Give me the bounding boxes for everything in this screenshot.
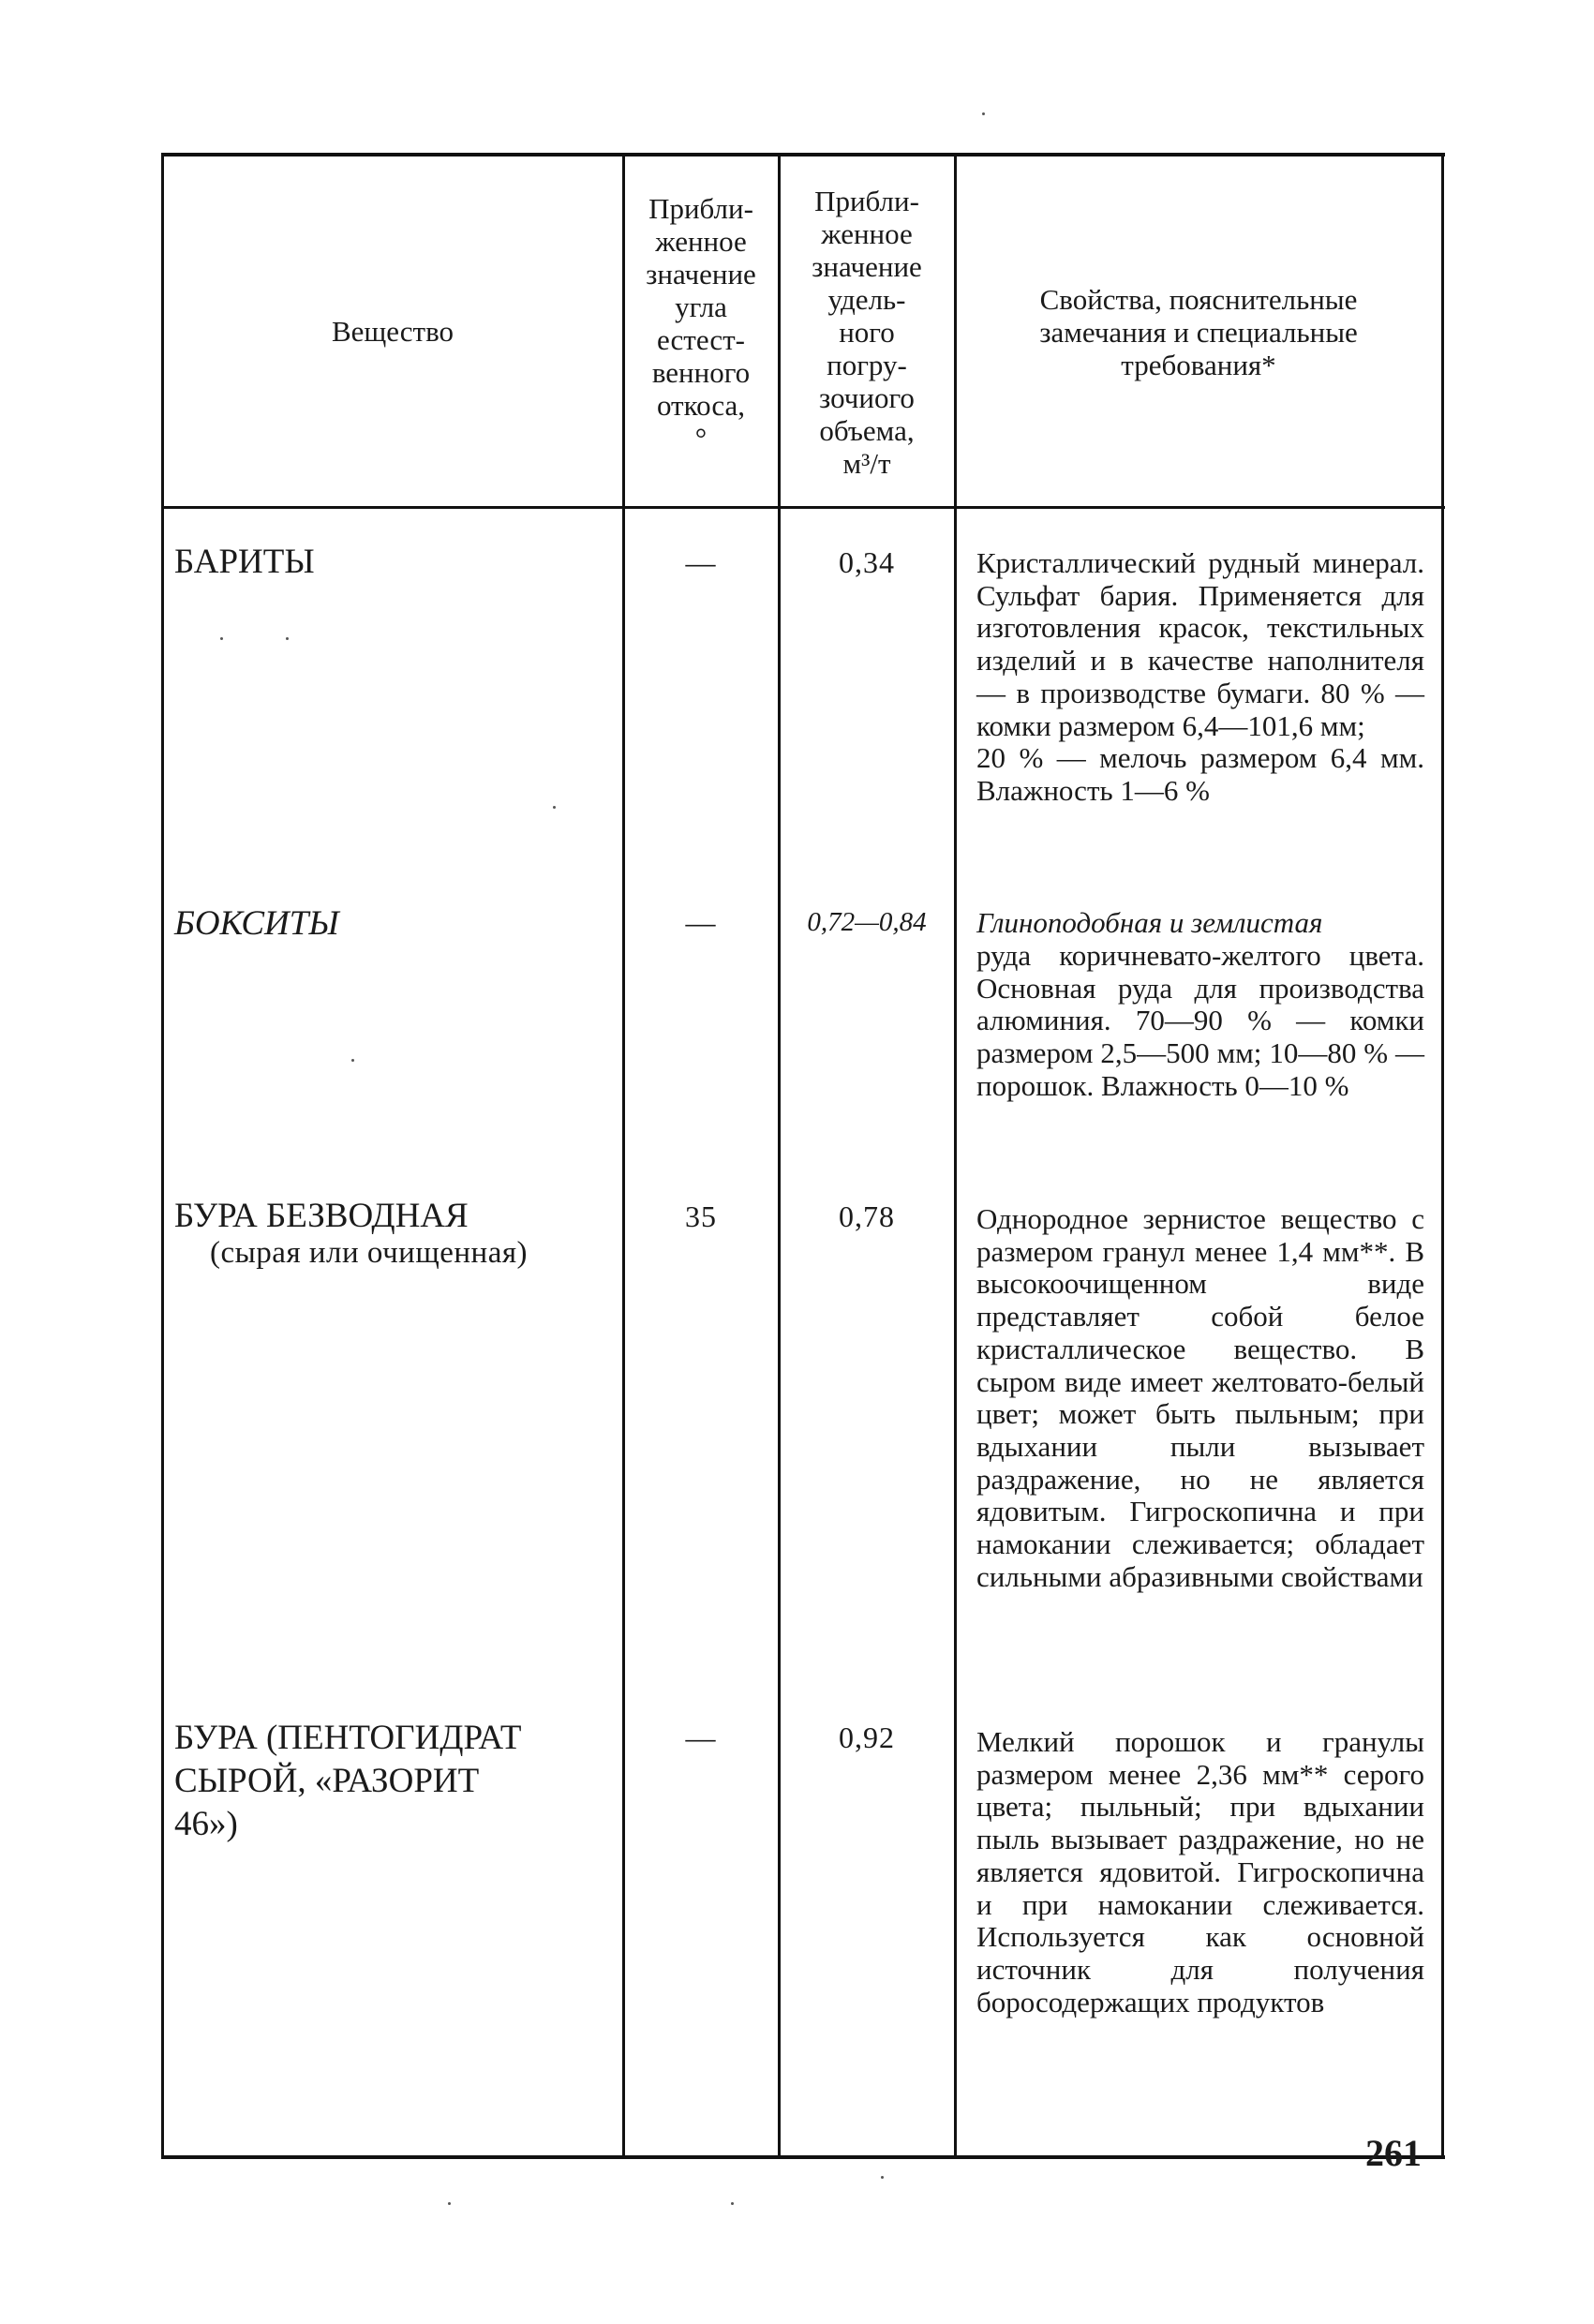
row-2-substance: БОКСИТЫ xyxy=(174,904,339,943)
header-volume: Прибли- женное значение удель- ного погру- зочиого объема, м³/т xyxy=(812,185,922,480)
row-1-volume: 0,34 xyxy=(839,545,895,579)
row-1-substance: БАРИТЫ xyxy=(174,543,315,581)
row-4-angle: — xyxy=(685,1721,717,1754)
scan-speck xyxy=(220,637,223,640)
header-bottom-border xyxy=(161,506,1445,509)
scan-speck xyxy=(553,806,556,809)
scan-speck xyxy=(731,2202,734,2205)
row-3-description: Однородное зернистое вещество с размером гранул менее 1,4 мм**. В высокоочищенном виде представляет собой белое кристаллическое вещество. В сыром виде имеет желтовато-белый цвет; может быть пыльным; при вдыхании пыли вызывает раздражение, но не является ядовитым. Гигроскопична и при намокании слеживается; обладает сильными абразивными свойствами xyxy=(976,1202,1424,1593)
header-substance: Вещество xyxy=(331,315,454,348)
row-4-description: Мелкий порошок и гранулы размером менее 2,36 мм** серого цвета; пыльный; при вдыхании пыль вызывает раздражение, но не является ядовитой. Гигроскопична и при намокании слеживается. Используется как основной источник для получения боросодержащих продуктов xyxy=(976,1725,1424,2019)
header-properties: Свойства, пояснительные замечания и специальные требования* xyxy=(1039,283,1358,381)
row-3-substance: БУРА БЕЗВОДНАЯ xyxy=(174,1197,469,1235)
row-1-description: Кристаллический рудный минерал. Сульфат бария. Применяется для изготовления красок, текстильных изделий и в качестве наполнителя — в производстве бумаги. 80 % — комки размером 6,4—101,6 мм; 20 % — мелочь размером 6,4 мм. Влажность 1—6 % xyxy=(976,546,1424,807)
table-left-border xyxy=(161,155,164,2157)
row-3-volume: 0,78 xyxy=(839,1199,895,1233)
scan-speck xyxy=(286,637,289,640)
scan-speck xyxy=(351,1059,354,1062)
column-divider-1 xyxy=(622,155,625,2157)
row-4-substance: БУРА (ПЕНТОГИДРАТ СЫРОЙ, «РАЗОРИТ 46») xyxy=(174,1719,522,1843)
row-3-angle: 35 xyxy=(685,1199,717,1233)
row-2-description-lead: Глиноподобная и землистая xyxy=(976,906,1323,939)
header-angle: Прибли- женное значение угла естест- венного откоса, ° xyxy=(646,192,756,454)
row-4-volume: 0,92 xyxy=(839,1721,895,1754)
row-2-angle: — xyxy=(685,905,717,939)
column-divider-3 xyxy=(954,155,957,2157)
row-2-volume: 0,72—0,84 xyxy=(807,907,927,937)
scan-speck xyxy=(881,2176,884,2179)
scan-speck xyxy=(448,2202,451,2205)
table-right-border xyxy=(1441,155,1444,2157)
row-1-angle: — xyxy=(685,545,717,579)
page-number: 261 xyxy=(1365,2132,1422,2174)
scan-speck xyxy=(982,112,985,115)
table-bottom-border xyxy=(161,2155,1445,2159)
table-top-border xyxy=(161,153,1445,156)
row-2-description: руда коричневато-желтого цвета. Основная руда для производства алюминия. 70—90 % — комки размером 2,5—500 мм; 10—80 % — порошок. Влажность 0—10 % xyxy=(976,939,1424,1102)
row-3-substance-note: (сырая или очищенная) xyxy=(210,1236,529,1270)
